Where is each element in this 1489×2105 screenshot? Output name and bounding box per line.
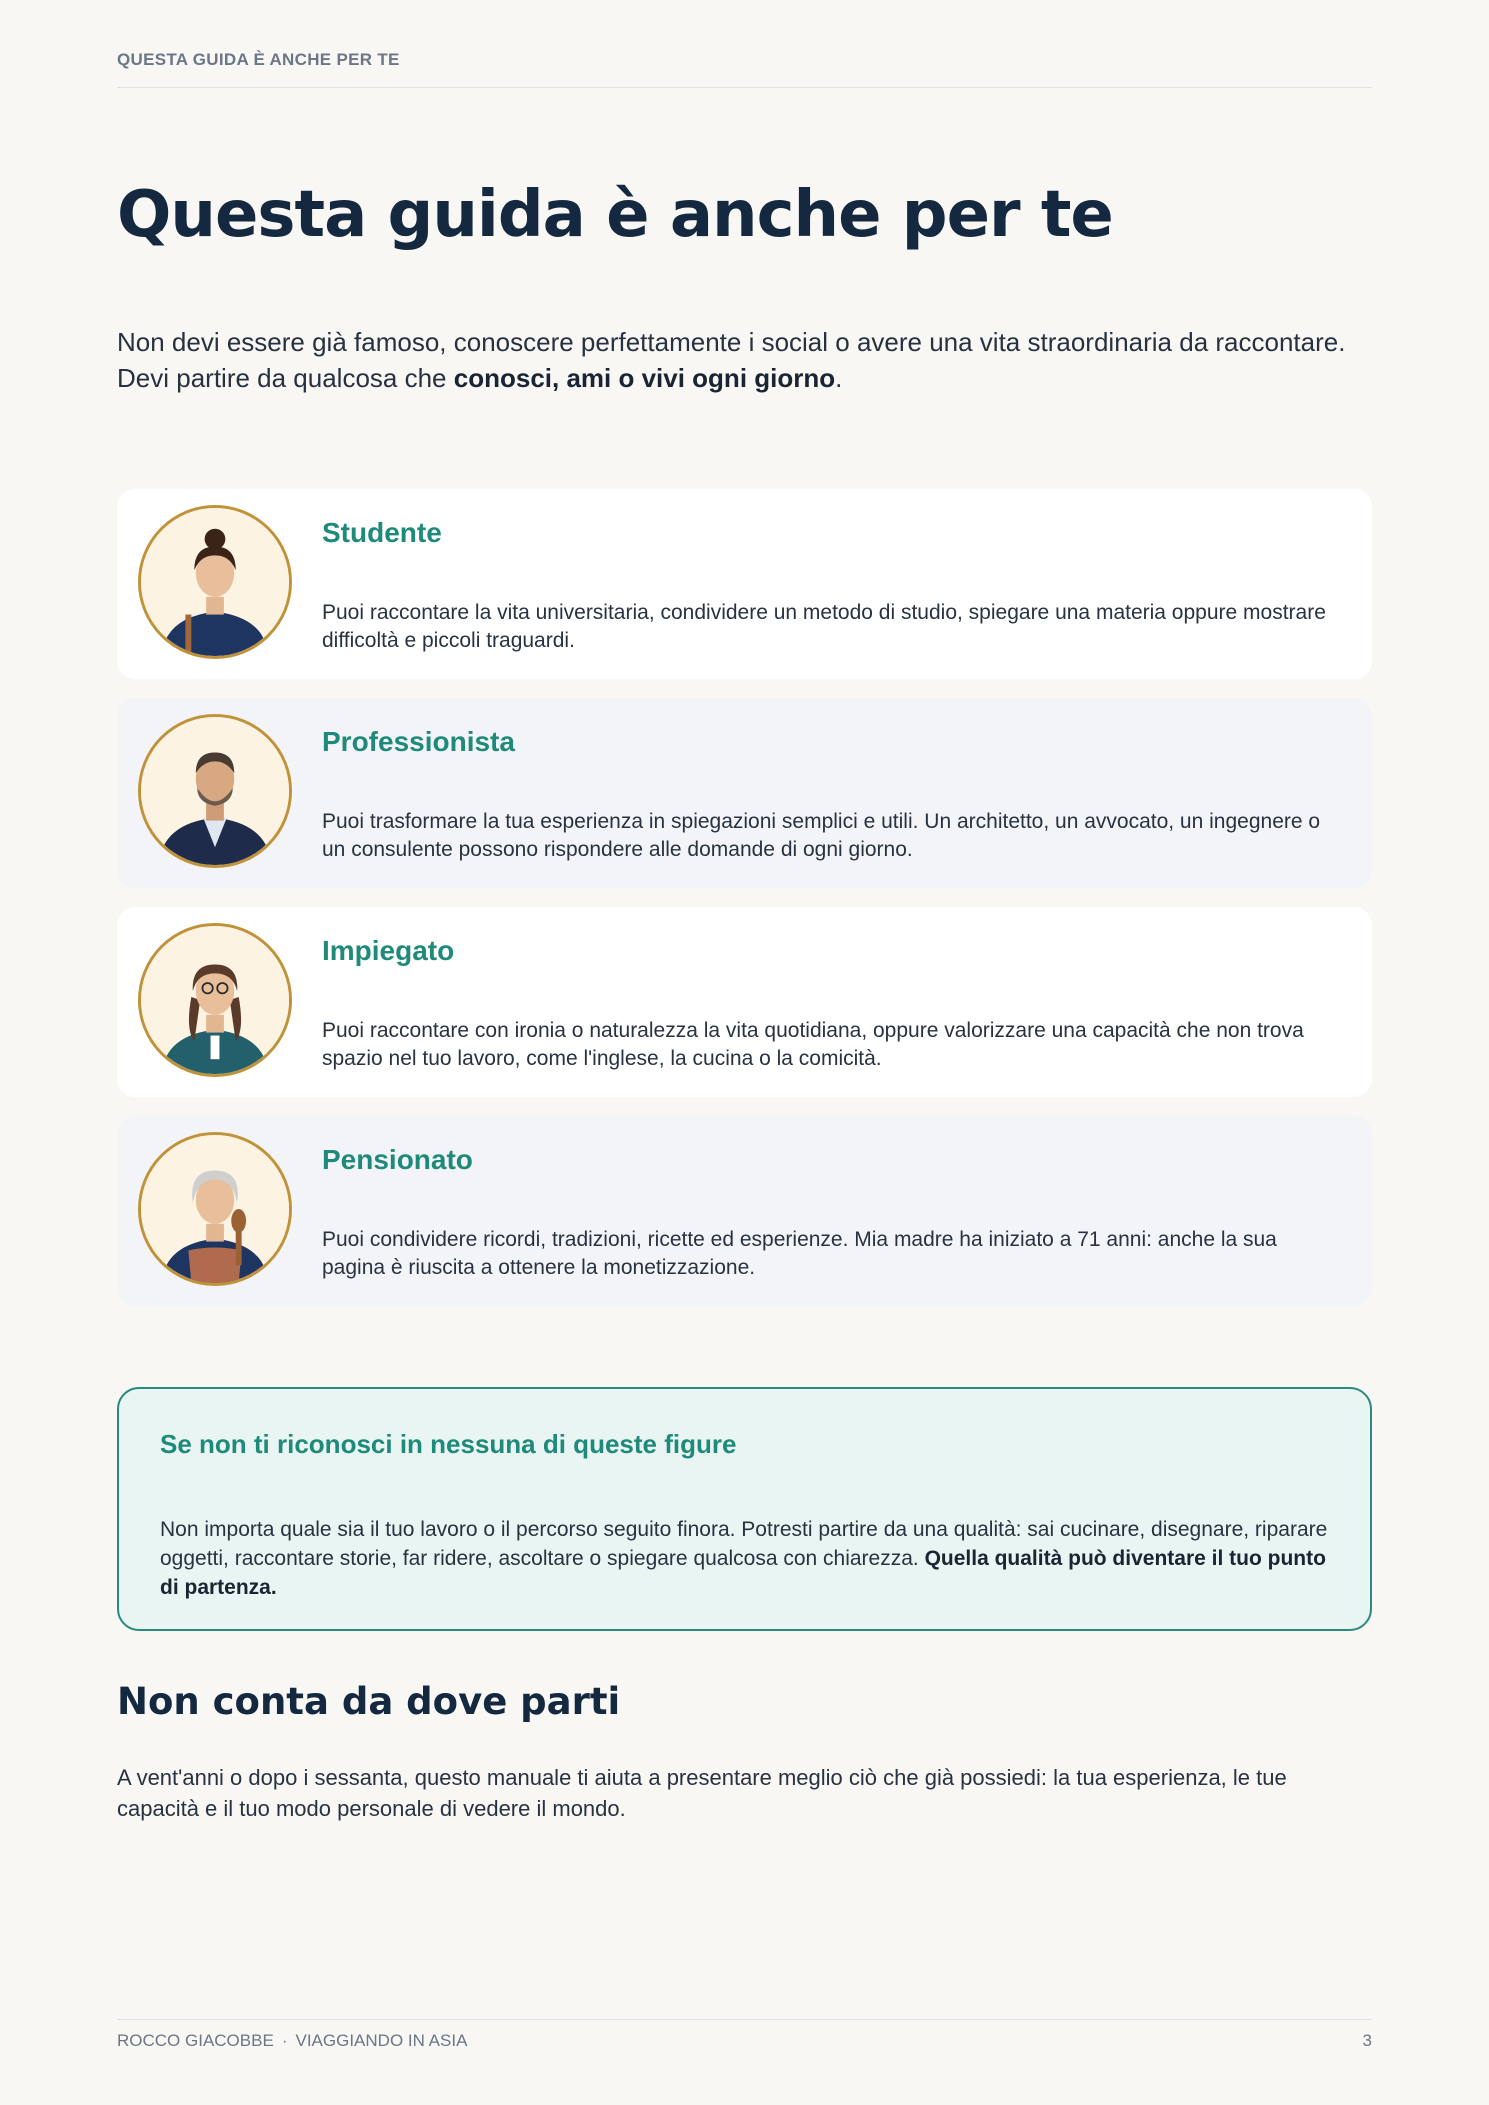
callout-box	[117, 1387, 1372, 1631]
retiree-avatar-icon	[138, 1132, 292, 1286]
footer-book-title: VIAGGIANDO IN ASIA	[295, 2031, 468, 2050]
intro-text: Non devi essere già famoso, conoscere perfettamente i social o avere una vita straordinaria da raccontare. Devi partire da qualcosa che	[117, 327, 1346, 393]
card-role-title: Impiegato	[322, 935, 455, 966]
intro-paragraph	[117, 324, 1372, 396]
page-number: 3	[1362, 2031, 1372, 2050]
section-paragraph: A vent'anni o dopo i sessanta, questo manuale ti aiuta a presentare meglio ciò che già possiedi: la tua esperienza, le tue capacità e il tuo modo personale di vedere il mondo.	[117, 1765, 1287, 1821]
callout-text	[160, 1515, 1330, 1602]
card-description: Puoi condividere ricordi, tradizioni, ricette ed esperienze. Mia madre ha iniziato a 71 anni: anche la sua pagina è riuscita a ottenere la monetizzazione.	[322, 1228, 1277, 1279]
document-page	[117, 0, 1372, 2105]
card-description: Puoi trasformare la tua esperienza in spiegazioni semplici e utili. Un architetto, un avvocato, un ingegnere o un consulente possono rispondere alle domande di ogni giorno.	[322, 810, 1321, 861]
profile-card-retiree	[117, 1116, 1372, 1306]
profile-card-employee	[117, 907, 1372, 1097]
footer-divider	[117, 2019, 1372, 2020]
card-role-title: Professionista	[322, 726, 515, 757]
profile-card-student	[117, 489, 1372, 679]
card-description: Puoi raccontare la vita universitaria, condividere un metodo di studio, spiegare una materia oppure mostrare difficoltà e piccoli traguardi.	[322, 601, 1326, 652]
callout-title: Se non ti riconosci in nessuna di queste figure	[160, 1429, 737, 1459]
header-divider	[117, 87, 1372, 88]
card-role-title: Studente	[322, 517, 442, 548]
profile-card-professional	[117, 698, 1372, 888]
student-avatar-icon	[138, 505, 292, 659]
intro-emphasis: conosci, ami o vivi ogni giorno	[453, 363, 836, 393]
callout-body: Non importa quale sia il tuo lavoro o il percorso seguito finora. Potresti partire da una qualità: sai cucinare, disegnare, riparare oggetti, raccontare storie, far ridere, ascoltare o spiegare qualcosa con chiarezza.	[160, 1518, 1328, 1570]
employee-avatar-icon	[138, 923, 292, 1077]
footer-author: ROCCO GIACOBBE	[117, 2031, 274, 2050]
footer-credits	[117, 2031, 467, 2051]
running-header: QUESTA GUIDA È ANCHE PER TE	[117, 50, 400, 69]
footer-separator: ·	[281, 2031, 288, 2050]
card-description: Puoi raccontare con ironia o naturalezza la vita quotidiana, oppure valorizzare una capacità che non trova spazio nel tuo lavoro, come l'inglese, la cucina o la comicità.	[322, 1019, 1304, 1070]
page-title: Questa guida è anche per te	[117, 178, 1113, 252]
intro-end: .	[835, 363, 843, 393]
card-role-title: Pensionato	[322, 1144, 473, 1175]
callout-emphasis: Quella qualità può diventare il tuo punto di partenza.	[160, 1547, 1326, 1599]
professional-avatar-icon	[138, 714, 292, 868]
section-title: Non conta da dove parti	[117, 1680, 621, 1723]
